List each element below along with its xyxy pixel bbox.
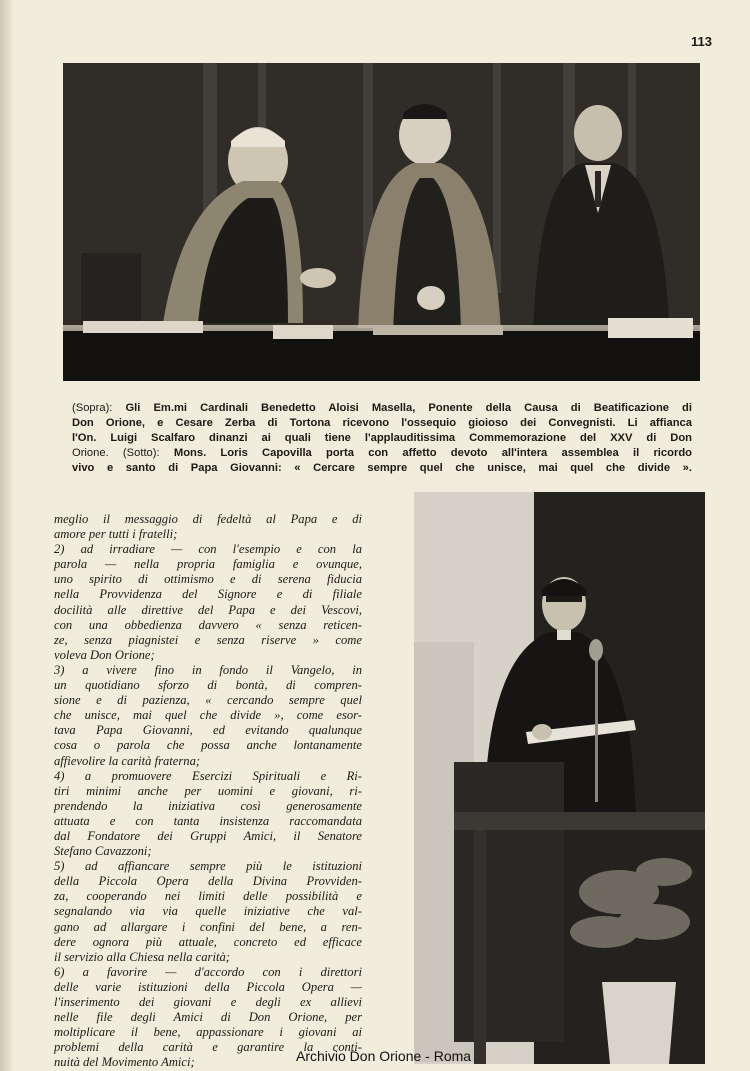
body-line: 2) ad irradiare — con l'esempio e con la [54,542,362,557]
body-line: segnalando via via quelle iniziative che val- [54,904,362,919]
body-line: meglio il messaggio di fedeltà al Papa e di [54,512,362,526]
body-line: voleva Don Orione; [54,647,155,662]
caption-text: Mons. Loris Capovilla porta con affetto devoto all'intera assemblea il ricordo [159,447,692,459]
bottom-photo-illustration [414,492,705,1064]
body-line: uno spirito di ottimismo e di serena fiducia [54,572,362,587]
body-line: dere ognora più attuale, concreto ed efficace [54,934,362,949]
caption-label: (Sopra): [72,402,113,414]
body-line: amore per tutti i fratelli; [54,527,178,542]
caption-line [72,446,692,461]
top-photo [63,63,700,381]
body-line: problemi della carità e garantire la conti- [54,1040,362,1055]
body-line: moltiplicare il bene, appassionare i giovani ai [54,1025,362,1040]
caption-text: vivo e santo di Papa Giovanni: « Cercare sempre quel che unisce, mai quel che divide ». [72,462,692,474]
caption-text: Don Orione, e Cesare Zerba di Tortona ricevono l'ossequio gioioso dei Convegnisti. Li affianca [72,417,692,429]
caption-line [72,461,692,476]
archive-watermark: Archivio Don Orione - Roma [296,1048,472,1064]
body-line: che unisce, mai quel che divide », come esor- [54,708,362,723]
body-line: il servizio alla Chiesa nella carità; [54,949,230,964]
body-line: nuità del Movimento Amici; [54,1055,195,1070]
body-line: docilità alle direttive del Papa e dei Vescovi, [54,602,362,617]
body-line: Stefano Cavazzoni; [54,844,152,859]
caption-line [72,431,692,446]
body-line: sione e di pazienza, « cercando sempre quel [54,693,362,708]
body-line: dal Fondatore dei Gruppi Amici, il Senatore [54,828,362,843]
body-line: affievolire la carità fraterna; [54,753,201,768]
page-edge-shadow [0,0,14,1071]
body-line: nella Provvidenza del Signore e di filiale [54,587,362,602]
caption-text: Gli Em.mi Cardinali Benedetto Aloisi Masella, Ponente della Causa di Beatificazione di [112,402,692,414]
body-line: tava Papa Giovanni, ed evitando qualunque [54,723,362,738]
body-line: za, cooperando nei limiti delle possibilità e [54,889,362,904]
body-line: parola — nella propria famiglia e ovunque, [54,557,362,572]
caption-line [72,401,692,416]
body-text-column [54,512,362,1070]
body-line: nelle file degli Amici di Don Orione, per [54,1010,362,1025]
photo-caption [72,401,692,476]
top-photo-illustration [63,63,700,381]
caption-line [72,416,692,431]
body-line: prendendo la iniziativa così generosamente [54,798,362,813]
body-line: 4) a promuovere Esercizi Spirituali e Ri- [54,768,362,783]
body-line: con una obbedienza davvero « senza reticen- [54,617,362,632]
body-line: attuata e con tanta insistenza raccomandata [54,813,362,828]
body-line: gano ad allargare i confini del bene, a ren- [54,919,362,934]
body-line: tiri minimi anche per uomini e giovani, ri- [54,783,362,798]
caption-label: Orione. (Sotto): [72,447,160,459]
body-line: un quotidiano sforzo di bontà, di compren- [54,678,362,693]
body-line: 3) a vivere fino in fondo il Vangelo, in [54,662,362,677]
body-line: ze, senza piagnistei e senza riserve » come [54,632,362,647]
body-line: l'inserimento dei giovani e degli ex allievi [54,995,362,1009]
bottom-photo [414,492,705,1064]
body-line: 5) ad affiancare sempre più le istituzioni [54,859,362,874]
page-number: 113 [691,34,712,49]
body-line: 6) a favorire — d'accordo con i direttori [54,964,362,979]
caption-text: l'On. Luigi Scalfaro dinanzi ai quali tiene l'applauditissima Commemorazione del XXV di Don [72,432,692,444]
body-line: della Piccola Opera della Divina Provviden- [54,874,362,889]
body-line: cosa o parola che possa anche lontanamente [54,738,362,753]
body-line: delle varie istituzioni della Piccola Opera — [54,979,362,994]
